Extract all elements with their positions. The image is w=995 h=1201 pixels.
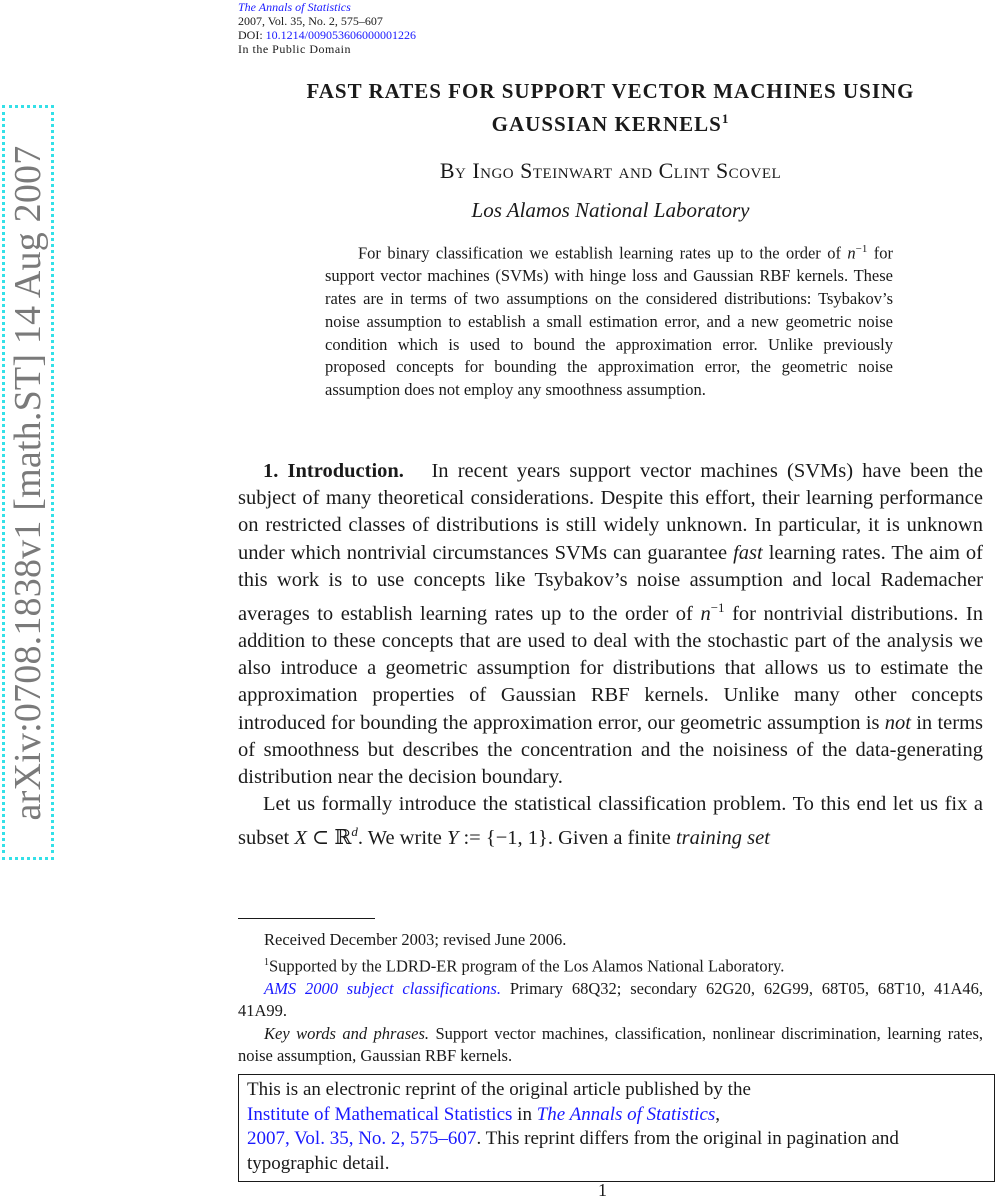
intro-text-b: learning rates. The aim of this work is to use concepts like Tsybakov’s noise assumption and local Rademacher averages to establish learning rates up to the order of — [238, 541, 983, 625]
intro-math-exp: −1 — [710, 600, 725, 616]
arxiv-stamp[interactable]: arXiv:0708.1838v1 [math.ST] 14 Aug 2007 — [7, 145, 49, 820]
p2-math-x: X — [294, 827, 307, 850]
keywords — [238, 1023, 983, 1068]
p2-emph-training-set: training set — [675, 827, 770, 850]
title-line-2-text: GAUSSIAN KERNELS — [491, 112, 722, 136]
keywords-label: Key words and phrases. — [264, 1023, 430, 1043]
footnote-rule — [238, 918, 375, 919]
ims-link[interactable]: Institute of Mathematical Statistics — [247, 1103, 513, 1125]
p2-subset: ⊂ ℝ — [306, 827, 352, 850]
reprint-in: in — [512, 1103, 537, 1125]
title-line-2 — [238, 105, 983, 138]
abstract-math-exp: −1 — [855, 243, 868, 255]
intro-math-n: n — [700, 602, 711, 625]
intro-paragraph-2 — [238, 791, 983, 852]
keywords-text: Support vector machines, classification, nonlinear discrimination, learning rates, noise assumption, Gaussian RBF kernels. — [238, 1023, 983, 1065]
title-footnote-mark[interactable]: 1 — [721, 111, 730, 126]
reprint-rest: . This reprint differs from the original in pagination and typographic detail. — [247, 1128, 899, 1174]
intro-emph-fast: fast — [733, 541, 763, 564]
p2-math-y: Y — [446, 827, 459, 850]
doi-line — [238, 28, 416, 42]
abstract-text-1: For binary classification we establish learning rates up to the order of — [358, 243, 848, 263]
doi-label: DOI: — [238, 28, 263, 42]
p2-text-b: . We write — [357, 827, 447, 850]
journal-header — [238, 0, 416, 56]
authors: By Ingo Steinwart and Clint Scovel — [439, 158, 782, 183]
abstract-text-2: for support vector machines (SVMs) with hinge loss and Gaussian RBF kernels. These rates are in terms of two assumptions on the considered distributions: Tsybakov’s noise assumption to establish a small estimation error, and a new geometric noise condition which is used to bound the approximation error. Unlike previously proposed concepts for bounding the approximation error, the geometric noise assumption does not employ any smoothness assumption. — [325, 243, 893, 400]
support-note-text: Supported by the LDRD-ER program of the Los Alamos National Laboratory. — [269, 956, 785, 975]
volume-link[interactable]: 2007, Vol. 35, No. 2, 575–607 — [247, 1128, 477, 1149]
reprint-notice-box — [238, 1074, 995, 1182]
reprint-line-2 — [247, 1103, 986, 1128]
journal-link[interactable]: The Annals of Statistics — [536, 1103, 716, 1125]
title-line-1: FAST RATES FOR SUPPORT VECTOR MACHINES USING — [306, 79, 915, 103]
intro-emph-not: not — [884, 711, 911, 734]
intro-text-a: In recent years support vector machines (SVMs) have been the subject of many theoretical considerations. Despite this effort, their learning performance on restricted classes of distributions is still widely unknown. In particular, it is unknown under which nontrivial circumstances SVMs can guarantee — [238, 460, 984, 564]
journal-name-link[interactable]: The Annals of Statistics — [238, 0, 351, 14]
introduction-section — [238, 458, 983, 853]
reprint-comma: , — [715, 1103, 721, 1125]
reprint-line-3 — [247, 1127, 986, 1176]
license-line: In the Public Domain — [238, 42, 351, 56]
volume-line: 2007, Vol. 35, No. 2, 575–607 — [238, 14, 383, 28]
affiliation: Los Alamos National Laboratory — [471, 198, 750, 222]
abstract-math-n: n — [847, 243, 856, 263]
ams-classification-text: Primary 68Q32; secondary 62G20, 62G99, 68T05, 68T10, 41A46, 41A99. — [238, 978, 983, 1020]
received-note: Received December 2003; revised June 2006. — [264, 930, 567, 949]
support-note — [238, 952, 983, 978]
p2-text-a: Let us formally introduce the statistical classification problem. To this end let us fix a subset — [238, 793, 983, 850]
page-number: 1 — [598, 1180, 607, 1200]
ams-classification-link[interactable]: AMS 2000 subject classifications. — [264, 978, 501, 998]
support-note-mark: 1 — [264, 956, 269, 968]
doi-link[interactable]: 10.1214/009053606000001226 — [265, 28, 417, 42]
intro-paragraph-1 — [238, 458, 983, 791]
p2-text-c: := {−1, 1}. Given a finite — [458, 827, 676, 850]
arxiv-stamp-box[interactable] — [2, 105, 54, 860]
paper-title — [238, 78, 983, 138]
intro-text-c: for nontrivial distributions. In addition to these concepts that are used to deal with the stochastic part of the analysis we also introduce a geometric assumption for distributions that allows us to estimate the approximation properties of Gaussian RBF kernels. Unlike many other concepts introduced for bounding the approximation error, our geometric assumption is — [238, 602, 983, 734]
intro-text-d: in terms of smoothness but describes the concentration and the noisiness of the data-generating distribution near the decision boundary. — [238, 711, 983, 789]
reprint-line-1: This is an electronic reprint of the original article published by the — [247, 1079, 751, 1100]
section-heading: 1. Introduction. — [263, 460, 404, 482]
abstract — [325, 238, 893, 402]
ams-classification — [238, 978, 983, 1023]
p2-math-d: d — [351, 824, 358, 840]
footnotes — [238, 929, 983, 1068]
